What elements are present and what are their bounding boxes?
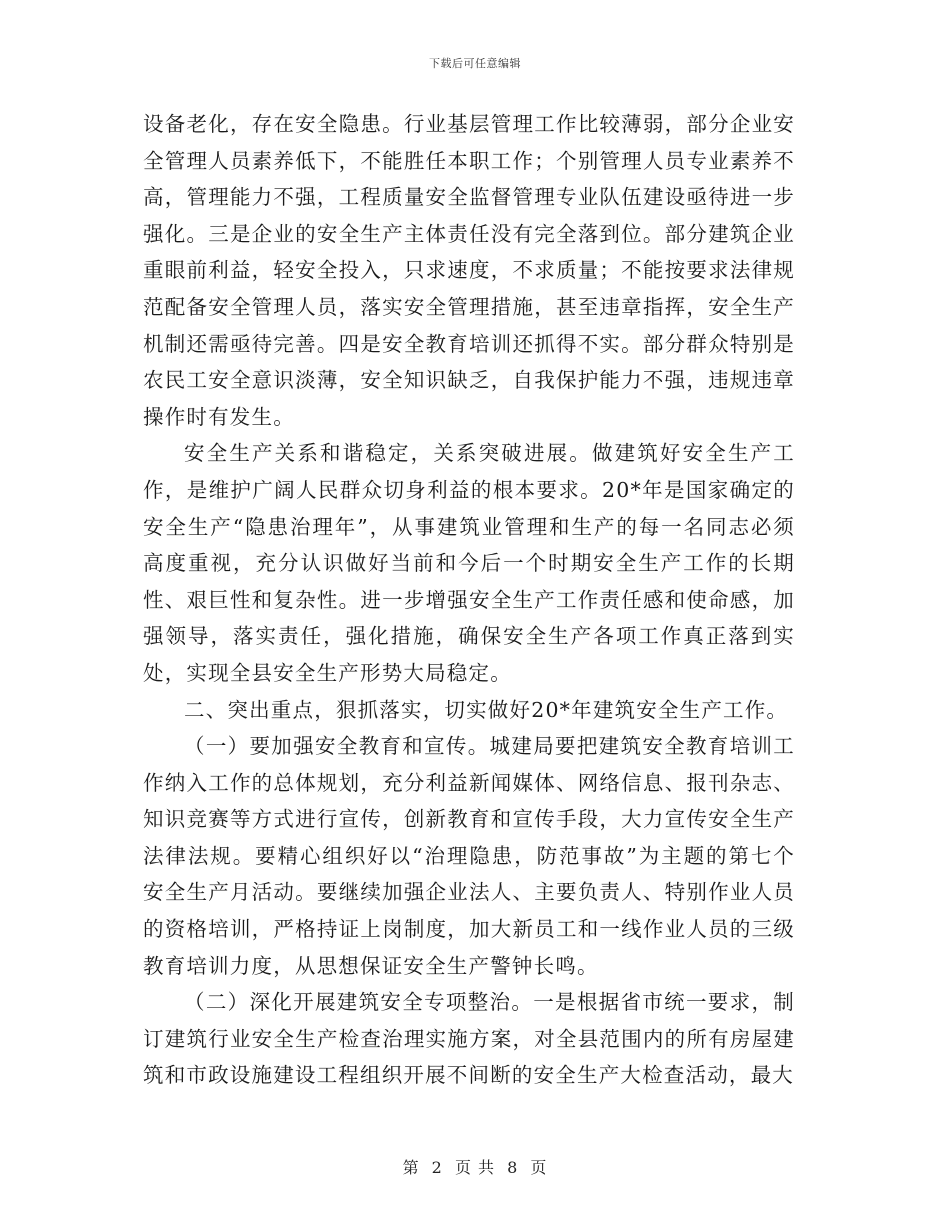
paragraph-1: 设备老化，存在安全隐患。行业基层管理工作比较薄弱，部分企业安全管理人员素养低下，不能胜任本职工作；个别管理人员专业素养不高，管理能力不强，工程质量安全监督管理专业队伍建设亟待进一步强化。三是企业的安全生产主体责任没有完全落到位。部分建筑企业重眼前利益，轻安全投入，只求速度，不求质量；不能按要求法律规范配备安全管理人员，落实安全管理措施，甚至违章指挥，安全生产机制还需亟待完善。四是安全教育培训还抓得不实。部分群众特别是农民工安全意识淡薄，安全知识缺乏，自我保护能力不强，违规违章操作时有发生。 <box>143 112 795 429</box>
footer-suffix: 页 <box>530 1158 548 1177</box>
page-footer <box>0 1155 950 1178</box>
paragraph-5: （二）深化开展建筑安全专项整治。一是根据省市统一要求，制订建筑行业安全生产检查治理实施方案，对全县范围内的所有房屋建筑和市政设施建设工程组织开展不间断的安全生产大检查活动，最大 <box>143 990 795 1088</box>
paragraph-3-section-heading: 二、突出重点，狠抓落实，切实做好20*年建筑安全生产工作。 <box>184 697 789 722</box>
footer-total-pages: 8 <box>507 1158 519 1177</box>
paragraph-2: 安全生产关系和谐稳定，关系突破进展。做建筑好安全生产工作，是维护广阔人民群众切身利益的根本要求。20*年是国家确定的安全生产“隐患治理年”，从事建筑业管理和生产的每一名同志必须高度重视，充分认识做好当前和今后一个时期安全生产工作的长期性、艰巨性和复杂性。进一步增强安全生产工作责任感和使命感，加强领导，落实责任，强化措施，确保安全生产各项工作真正落到实处，实现全县安全生产形势大局稳定。 <box>143 441 795 685</box>
footer-prefix: 第 <box>402 1158 420 1177</box>
footer-middle: 页 共 <box>454 1158 496 1177</box>
page-header-note: 下载后可任意编辑 <box>429 57 521 70</box>
footer-page-number: 2 <box>431 1158 443 1177</box>
paragraph-4: （一）要加强安全教育和宣传。城建局要把建筑安全教育培训工作纳入工作的总体规划，充分利益新闻媒体、网络信息、报刊杂志、知识竞赛等方式进行宣传，创新教育和宣传手段，大力宣传安全生产法律法规。要精心组织好以“治理隐患，防范事故”为主题的第七个安全生产月活动。要继续加强企业法人、主要负责人、特别作业人员的资格培训，严格持证上岗制度，加大新员工和一线作业人员的三级教育培训力度，从思想保证安全生产警钟长鸣。 <box>143 734 795 978</box>
document-body <box>143 106 795 1094</box>
